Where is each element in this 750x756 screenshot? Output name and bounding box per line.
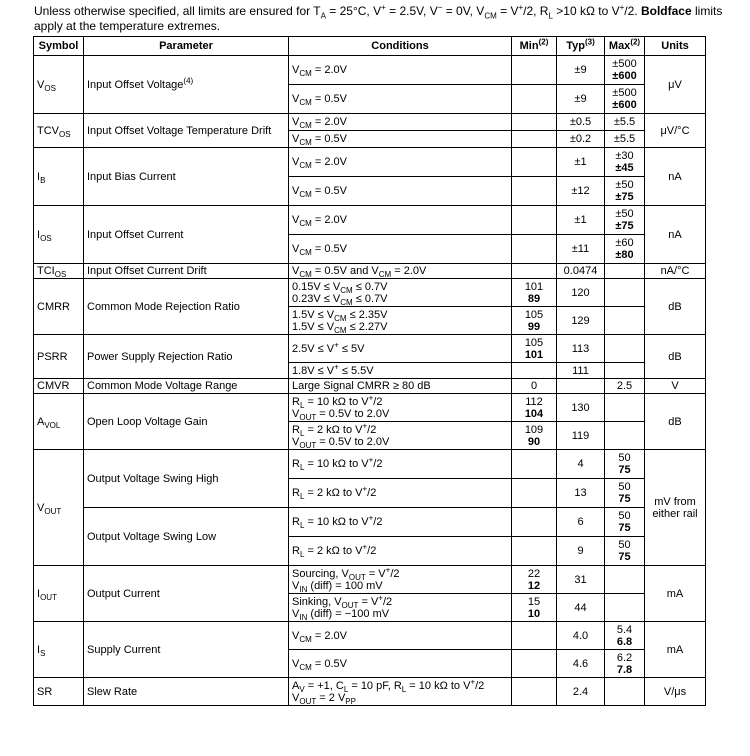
conditions-cell: Large Signal CMRR ≥ 80 dB [289, 379, 512, 394]
table-body [34, 56, 706, 706]
parameter-cell: Input Offset Voltage$^{(4)}$ [84, 56, 289, 114]
units-cell: mV from either rail [645, 450, 706, 566]
max-cell: 2.5 [605, 379, 645, 394]
typ-cell: 9 [557, 537, 605, 566]
electrical-characteristics-table [33, 36, 706, 706]
max-cell: 6.2 7.8 [605, 650, 645, 678]
units-cell: mA [645, 566, 706, 622]
max-cell [605, 264, 645, 279]
min-cell [512, 235, 557, 264]
max-cell [605, 678, 645, 706]
typ-cell [557, 379, 605, 394]
table-row [34, 450, 706, 479]
typ-cell: ±1 [557, 148, 605, 177]
parameter-cell: Output Voltage Swing Low [84, 508, 289, 566]
table-row [34, 206, 706, 235]
units-cell: dB [645, 335, 706, 379]
conditions-cell: 1.8V ≤ V+ ≤ 5.5V [289, 363, 512, 379]
symbol-cell: $I_B$ [34, 148, 84, 206]
parameter-cell: Slew Rate [84, 678, 289, 706]
parameter-cell: Output Voltage Swing High [84, 450, 289, 508]
typ-cell: 4.6 [557, 650, 605, 678]
parameter-cell: Supply Current [84, 622, 289, 678]
min-cell [512, 678, 557, 706]
max-cell: 50 75 [605, 508, 645, 537]
table-row [34, 148, 706, 177]
conditions-cell: $1.5V \le V_{CM} \le 2.35V$ $1.5V \le V_{CM} \le 2.27V$ [289, 307, 512, 335]
table-row [34, 379, 706, 394]
header-symbol: Symbol [34, 37, 84, 56]
max-cell: ±500 ±600 [605, 85, 645, 114]
max-cell [605, 394, 645, 422]
min-cell [512, 479, 557, 508]
max-cell: ±500 ±600 [605, 56, 645, 85]
typ-cell: 119 [557, 422, 605, 450]
parameter-cell: Input Offset Current Drift [84, 264, 289, 279]
min-cell [512, 650, 557, 678]
max-cell: ±50 ±75 [605, 177, 645, 206]
min-cell [512, 177, 557, 206]
units-cell: nA/°C [645, 264, 706, 279]
conditions-cell: 2.5V ≤ V+ ≤ 5V [289, 335, 512, 363]
units-cell: V [645, 379, 706, 394]
parameter-cell: Output Current [84, 566, 289, 622]
symbol-cell: $TCI_{OS}$ [34, 264, 84, 279]
header-min: Min$^{(2)}$ [512, 37, 557, 56]
max-cell: ±30 ±45 [605, 148, 645, 177]
conditions-cell: $R_L = 10$ kΩ to V+/2 $V_{OUT} = 0.5V$ to 2.0V [289, 394, 512, 422]
typ-cell: 111 [557, 363, 605, 379]
units-cell: dB [645, 394, 706, 450]
symbol-cell: $V_{OS}$ [34, 56, 84, 114]
min-cell: 22 12 [512, 566, 557, 594]
symbol-cell: PSRR [34, 335, 84, 379]
header-units: Units [645, 37, 706, 56]
max-cell: ±60 ±80 [605, 235, 645, 264]
max-cell: ±5.5 [605, 114, 645, 131]
table-row [34, 678, 706, 706]
header-typ: Typ$^{(3)}$ [557, 37, 605, 56]
max-cell: ±50 ±75 [605, 206, 645, 235]
conditions-cell: $A_V = +1$, $C_L = 10$ pF, $R_L = 10$ kΩ to V+/2 $V_{OUT} = 2$ $V_{PP}$ [289, 678, 512, 706]
max-cell [605, 279, 645, 307]
parameter-cell: Input Bias Current [84, 148, 289, 206]
typ-cell: 130 [557, 394, 605, 422]
table-row [34, 508, 706, 537]
min-cell: 112 104 [512, 394, 557, 422]
header-conditions: Conditions [289, 37, 512, 56]
symbol-cell: SR [34, 678, 84, 706]
conditions-cell: $0.15V \le V_{CM} \le 0.7V$ $0.23V \le V_{CM} \le 0.7V$ [289, 279, 512, 307]
units-cell: nA [645, 206, 706, 264]
units-cell: mA [645, 622, 706, 678]
conditions-cell: Sourcing, $V_{OUT} = V^+/2$ $V_{IN}$ (diff) = 100 mV [289, 566, 512, 594]
header-row [34, 37, 706, 56]
conditions-cell: $V_{CM} = 2.0V$ [289, 622, 512, 650]
table-row [34, 279, 706, 307]
max-cell: 50 75 [605, 479, 645, 508]
typ-cell: 0.0474 [557, 264, 605, 279]
conditions-cell: $V_{CM} = 0.5V$ [289, 650, 512, 678]
symbol-cell: $I_{OUT}$ [34, 566, 84, 622]
table-row [34, 335, 706, 363]
max-cell [605, 566, 645, 594]
typ-cell: 44 [557, 594, 605, 622]
conditions-cell: $V_{CM} = 0.5V$ and $V_{CM} = 2.0V$ [289, 264, 512, 279]
conditions-cell: $V_{CM} = 0.5V$ [289, 235, 512, 264]
conditions-cell: $V_{CM} = 2.0V$ [289, 56, 512, 85]
typ-cell: ±12 [557, 177, 605, 206]
units-cell: dB [645, 279, 706, 335]
conditions-cell: $R_L = 2$ kΩ to V+/2 $V_{OUT} = 0.5V$ to 2.0V [289, 422, 512, 450]
conditions-cell: $V_{CM} = 2.0V$ [289, 206, 512, 235]
max-cell: 50 75 [605, 537, 645, 566]
min-cell: 109 90 [512, 422, 557, 450]
min-cell [512, 264, 557, 279]
min-cell: 0 [512, 379, 557, 394]
table-row [34, 114, 706, 131]
min-cell: 101 89 [512, 279, 557, 307]
typ-cell: ±0.5 [557, 114, 605, 131]
max-cell: 50 75 [605, 450, 645, 479]
typ-cell: 4 [557, 450, 605, 479]
typ-cell: ±1 [557, 206, 605, 235]
typ-cell: 129 [557, 307, 605, 335]
symbol-cell: $I_S$ [34, 622, 84, 678]
parameter-cell: Power Supply Rejection Ratio [84, 335, 289, 379]
conditions-cell: $R_L = 10$ kΩ to V+/2 [289, 508, 512, 537]
typ-cell: 113 [557, 335, 605, 363]
min-cell [512, 114, 557, 131]
conditions-cell: $V_{CM} = 2.0V$ [289, 114, 512, 131]
symbol-cell: CMRR [34, 279, 84, 335]
max-cell: 5.4 6.8 [605, 622, 645, 650]
min-cell [512, 622, 557, 650]
typ-cell: 4.0 [557, 622, 605, 650]
spec-intro: Unless otherwise specified, all limits are ensured for $T_A = 25^\circ C$, V+ = 2.5V, V− = 0V, $V_{CM} = V^+/2$, $R_L >10$ kΩ to V+/2. Boldface limits apply at the temperature extremes. [34, 3, 723, 33]
max-cell: ±5.5 [605, 131, 645, 148]
conditions-cell: $V_{CM} = 0.5V$ [289, 177, 512, 206]
typ-cell: 31 [557, 566, 605, 594]
conditions-cell: $V_{CM} = 0.5V$ [289, 85, 512, 114]
min-cell [512, 450, 557, 479]
typ-cell: ±11 [557, 235, 605, 264]
min-cell [512, 131, 557, 148]
conditions-cell: $R_L = 10$ kΩ to V+/2 [289, 450, 512, 479]
min-cell [512, 56, 557, 85]
symbol-cell: CMVR [34, 379, 84, 394]
units-cell: V/μs [645, 678, 706, 706]
units-cell: μV [645, 56, 706, 114]
symbol-cell: $TCV_{OS}$ [34, 114, 84, 148]
typ-cell: 6 [557, 508, 605, 537]
parameter-cell: Common Mode Rejection Ratio [84, 279, 289, 335]
conditions-cell: Sinking, $V_{OUT} = V^+/2$ $V_{IN}$ (diff) = −100 mV [289, 594, 512, 622]
conditions-cell: $R_L = 2$ kΩ to V+/2 [289, 537, 512, 566]
parameter-cell: Common Mode Voltage Range [84, 379, 289, 394]
symbol-cell: $V_{OUT}$ [34, 450, 84, 566]
min-cell: 105 99 [512, 307, 557, 335]
parameter-cell: Input Offset Current [84, 206, 289, 264]
min-cell [512, 537, 557, 566]
min-cell: 105 101 [512, 335, 557, 363]
typ-cell: ±9 [557, 85, 605, 114]
table-row [34, 566, 706, 594]
conditions-cell: $V_{CM} = 0.5V$ [289, 131, 512, 148]
typ-cell: 2.4 [557, 678, 605, 706]
typ-cell: 120 [557, 279, 605, 307]
min-cell: 15 10 [512, 594, 557, 622]
symbol-cell: $A_{VOL}$ [34, 394, 84, 450]
min-cell [512, 148, 557, 177]
max-cell [605, 363, 645, 379]
min-cell [512, 363, 557, 379]
max-cell [605, 422, 645, 450]
max-cell [605, 594, 645, 622]
conditions-cell: $V_{CM} = 2.0V$ [289, 148, 512, 177]
parameter-cell: Open Loop Voltage Gain [84, 394, 289, 450]
table-row [34, 622, 706, 650]
min-cell [512, 85, 557, 114]
conditions-cell: $R_L = 2$ kΩ to V+/2 [289, 479, 512, 508]
table-row [34, 394, 706, 422]
units-cell: nA [645, 148, 706, 206]
min-cell [512, 206, 557, 235]
parameter-cell: Input Offset Voltage Temperature Drift [84, 114, 289, 148]
table-row [34, 264, 706, 279]
typ-cell: 13 [557, 479, 605, 508]
header-parameter: Parameter [84, 37, 289, 56]
units-cell: μV/°C [645, 114, 706, 148]
typ-cell: ±9 [557, 56, 605, 85]
max-cell [605, 335, 645, 363]
max-cell [605, 307, 645, 335]
typ-cell: ±0.2 [557, 131, 605, 148]
min-cell [512, 508, 557, 537]
header-max: Max$^{(2)}$ [605, 37, 645, 56]
symbol-cell: $I_{OS}$ [34, 206, 84, 264]
table-row [34, 56, 706, 85]
